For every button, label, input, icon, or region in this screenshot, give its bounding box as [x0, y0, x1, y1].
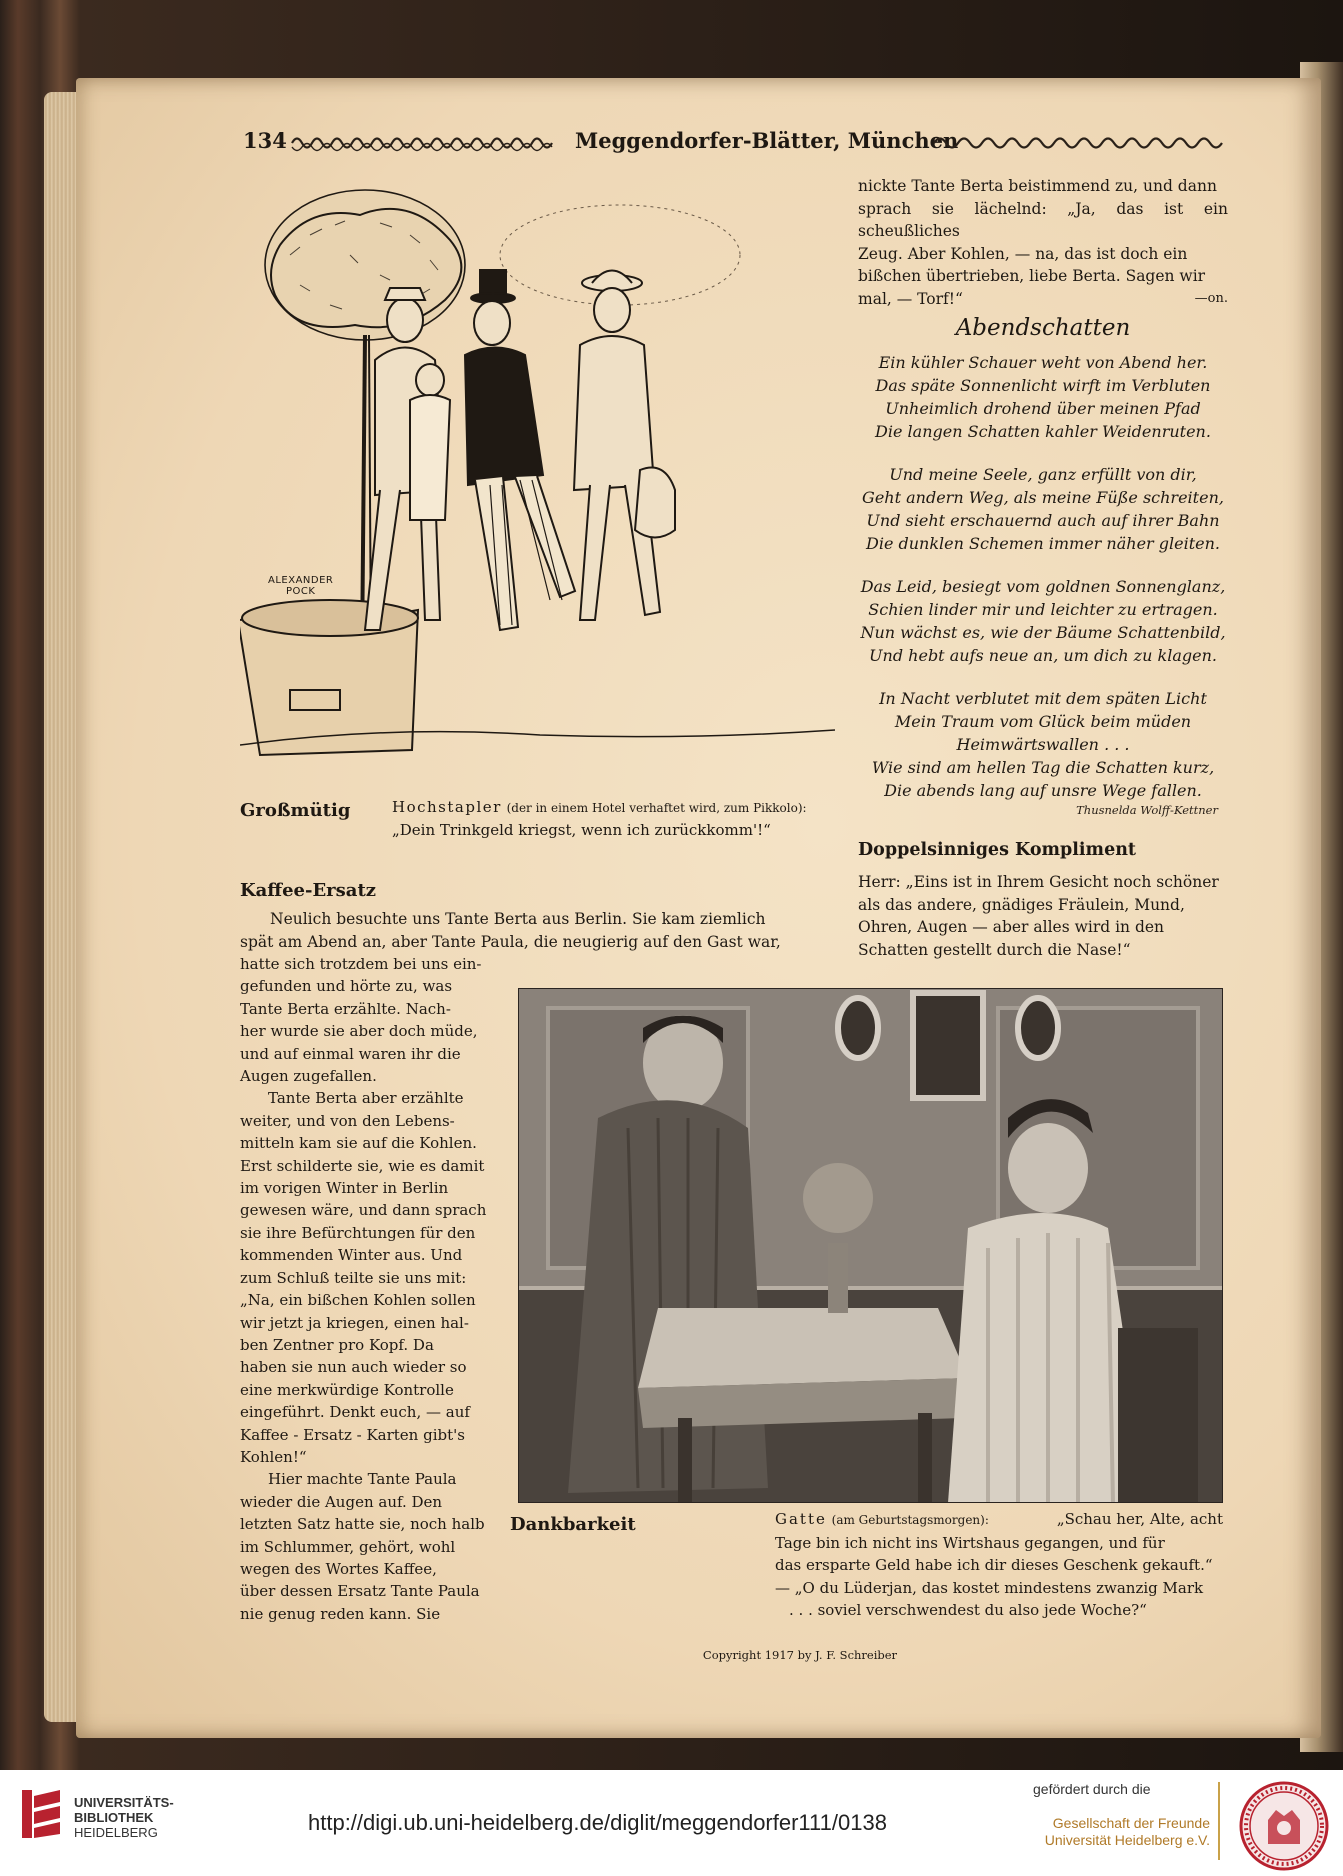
- text-line: gewesen wäre, und dann sprach: [240, 1201, 487, 1220]
- kaffee-title: Kaffee-Ersatz: [240, 880, 376, 901]
- text-line: Tage bin ich nicht ins Wirtshaus gegangen, und für: [775, 1533, 1165, 1552]
- poem-line: Die langen Schatten kahler Weidenruten.: [875, 422, 1211, 441]
- text-line: Erst schilderte sie, wie es damit: [240, 1156, 485, 1175]
- poem-line: Schien linder mir und leichter zu ertragen.: [868, 600, 1218, 619]
- cartoon-stage-direction: (der in einem Hotel verhaftet wird, zum Pikkolo):: [506, 801, 807, 815]
- text-line: hatte sich trotzdem bei uns ein-: [240, 955, 482, 973]
- sponsor-line1: Gesellschaft der Freunde: [1052, 1815, 1210, 1831]
- header-ornament-left: [290, 132, 560, 154]
- text-line: sprach sie lächelnd: „Ja, das ist ein scheußliches: [858, 199, 1228, 240]
- kaffee-wide-text: [240, 908, 818, 953]
- poem-line: Nun wächst es, wie der Bäume Schattenbild,: [860, 623, 1226, 642]
- university-library-logo-icon: [20, 1788, 64, 1840]
- photo-stage-direction: (am Geburtstagsmorgen):: [831, 1513, 989, 1527]
- text-line: Hier machte Tante Paula: [268, 1470, 457, 1489]
- cartoon-speaker: Hochstapler: [392, 798, 502, 816]
- text-line: Kohlen!“: [240, 1447, 307, 1466]
- cartoon-quote: „Dein Trinkgeld kriegst, wenn ich zurückkomm'!“: [392, 821, 771, 839]
- text-line: mitteln kam sie auf die Kohlen.: [240, 1134, 477, 1153]
- library-line2: BIBLIOTHEK: [74, 1810, 154, 1825]
- poem-line: Wie sind am hellen Tag die Schatten kurz,: [871, 758, 1215, 777]
- artist-signature: [268, 575, 333, 597]
- doppelsinnig-title: Doppelsinniges Kompliment: [858, 840, 1137, 860]
- cartoon-caption: [392, 796, 822, 841]
- text-line: Tante Berta erzählte. Nach-: [240, 999, 451, 1018]
- text-line: — „O du Lüderjan, das kostet mindestens zwanzig Mark: [775, 1578, 1204, 1597]
- poem-stanza: [858, 687, 1228, 802]
- text-line: Ohren, Augen — aber alles wird in den: [858, 918, 1165, 936]
- poem-line: Und hebt aufs neue an, um dich zu klagen.: [869, 646, 1217, 665]
- sponsor-name: [1034, 1815, 1210, 1849]
- text-line: her wurde sie aber doch müde,: [240, 1022, 478, 1041]
- library-name: [74, 1795, 174, 1840]
- text-line: Herr: „Eins ist in Ihrem Gesicht noch schöner: [858, 873, 1219, 891]
- text-line: zum Schluß teilte sie uns mit:: [240, 1268, 467, 1287]
- photo-speaker: Gatte: [775, 1510, 827, 1528]
- kaffee-column-text: [240, 953, 487, 1625]
- cartoon-illustration: [240, 185, 835, 760]
- text-line: das ersparte Geld habe ich dir dieses Geschenk gekauft.“: [775, 1556, 1213, 1574]
- doppelsinnig-text: [858, 871, 1228, 961]
- text-line: Tante Berta aber erzählte: [268, 1089, 464, 1108]
- sponsor-divider: [1218, 1782, 1220, 1860]
- text-line: im Schlummer, gehört, wohl: [240, 1537, 456, 1556]
- signature-line2: POCK: [285, 586, 316, 597]
- text-line: „Na, ein bißchen Kohlen sollen: [240, 1291, 476, 1310]
- poem-author: Thusnelda Wolff-Kettner: [1076, 803, 1218, 817]
- photograph: [518, 988, 1223, 1503]
- sponsor-label: gefördert durch die: [1033, 1781, 1151, 1797]
- poem-line: In Nacht verblutet mit dem späten Licht: [879, 689, 1207, 708]
- text-line: gefunden und hörte zu, was: [240, 977, 453, 996]
- poem-line: Heimwärtswallen . . .: [956, 735, 1130, 754]
- library-line1: UNIVERSITÄTS-: [74, 1795, 174, 1810]
- signature-line1: ALEXANDER: [268, 575, 334, 586]
- poem-line: Unheimlich drohend über meinen Pfad: [885, 399, 1201, 418]
- poem-line: Geht andern Weg, als meine Füße schreiten,: [862, 488, 1224, 507]
- library-line3: HEIDELBERG: [74, 1825, 158, 1840]
- text-line: und auf einmal waren ihr die: [240, 1044, 461, 1063]
- text-line: nie genug reden kann. Sie: [240, 1604, 441, 1623]
- text-line: Schatten gestellt durch die Nase!“: [858, 940, 1131, 959]
- poem-body: [858, 351, 1228, 817]
- copyright-line: Copyright 1917 by J. F. Schreiber: [702, 1648, 898, 1662]
- photo-caption: [775, 1508, 1223, 1622]
- page-number: 134: [243, 128, 287, 153]
- text-line: Augen zugefallen.: [240, 1067, 377, 1086]
- photo-caption-title: Dankbarkeit: [510, 1514, 636, 1535]
- text-line: als das andere, gnädiges Fräulein, Mund,: [858, 895, 1185, 914]
- text-line: wieder die Augen auf. Den: [240, 1492, 443, 1511]
- text-line: kommenden Winter aus. Und: [240, 1246, 463, 1265]
- university-seal-icon: [1238, 1780, 1330, 1872]
- poem-title: Abendschatten: [955, 315, 1131, 341]
- poem-line: Ein kühler Schauer weht von Abend her.: [878, 353, 1208, 372]
- poem-line: Die dunklen Schemen immer näher gleiten.: [866, 534, 1220, 553]
- text-line: letzten Satz hatte sie, noch halb: [240, 1515, 485, 1534]
- poem-line: Das Leid, besiegt vom goldnen Sonnenglanz,: [860, 577, 1226, 596]
- top-right-text: [858, 175, 1228, 310]
- text-line: nickte Tante Berta beistimmend zu, und dann: [858, 177, 1217, 195]
- author-initials: —on.: [1194, 290, 1228, 306]
- poem-stanza: [858, 575, 1228, 667]
- magazine-title: Meggendorfer-Blätter, München: [575, 128, 959, 153]
- text-line: Zeug. Aber Kohlen, — na, das ist doch ein: [858, 244, 1188, 263]
- text-line: eine merkwürdige Kontrolle: [240, 1380, 454, 1399]
- poem-line: Und sieht erschauernd auch auf ihrer Bahn: [866, 511, 1220, 530]
- sponsor-line2: Universität Heidelberg e.V.: [1044, 1832, 1210, 1848]
- text-line: im vorigen Winter in Berlin: [240, 1179, 449, 1198]
- text-line: Neulich besuchte uns Tante Berta aus Berlin. Sie kam ziemlich: [270, 910, 766, 928]
- poem-stanza: [858, 351, 1228, 443]
- text-line: wir jetzt ja kriegen, einen hal-: [240, 1313, 469, 1332]
- text-line: spät am Abend an, aber Tante Paula, die neugierig auf den Gast war,: [240, 932, 781, 951]
- poem-line: Mein Traum vom Glück beim müden: [894, 712, 1192, 731]
- text-line: weiter, und von den Lebens-: [240, 1111, 455, 1130]
- text-line: ben Zentner pro Kopf. Da: [240, 1335, 434, 1354]
- text-line: sie ihre Befürchtungen für den: [240, 1223, 476, 1242]
- poem-line: Die abends lang auf unsre Wege fallen.: [884, 781, 1202, 800]
- header-ornament-right: [932, 132, 1232, 154]
- text-line: haben sie nun auch wieder so: [240, 1358, 467, 1377]
- poem-line: Und meine Seele, ganz erfüllt von dir,: [889, 465, 1197, 484]
- text-line: über dessen Ersatz Tante Paula: [240, 1582, 480, 1601]
- text-line: wegen des Wortes Kaffee,: [240, 1559, 437, 1578]
- text-line: . . . soviel verschwendest du also jede Woche?“: [789, 1601, 1147, 1619]
- permalink-url[interactable]: http://digi.ub.uni-heidelberg.de/diglit/meggendorfer111/0138: [308, 1810, 887, 1835]
- text-line: „Schau her, Alte, acht: [1056, 1510, 1223, 1528]
- cartoon-caption-title: Großmütig: [240, 800, 351, 821]
- poem-line: Das späte Sonnenlicht wirft im Verbluten: [875, 376, 1211, 395]
- text-line: bißchen übertrieben, liebe Berta. Sagen wir: [858, 267, 1206, 285]
- text-line: mal, — Torf!“: [858, 289, 963, 308]
- text-line: eingeführt. Denkt euch, — auf: [240, 1403, 470, 1422]
- poem-stanza: [858, 463, 1228, 555]
- text-line: Kaffee - Ersatz - Karten gibt's: [240, 1425, 465, 1444]
